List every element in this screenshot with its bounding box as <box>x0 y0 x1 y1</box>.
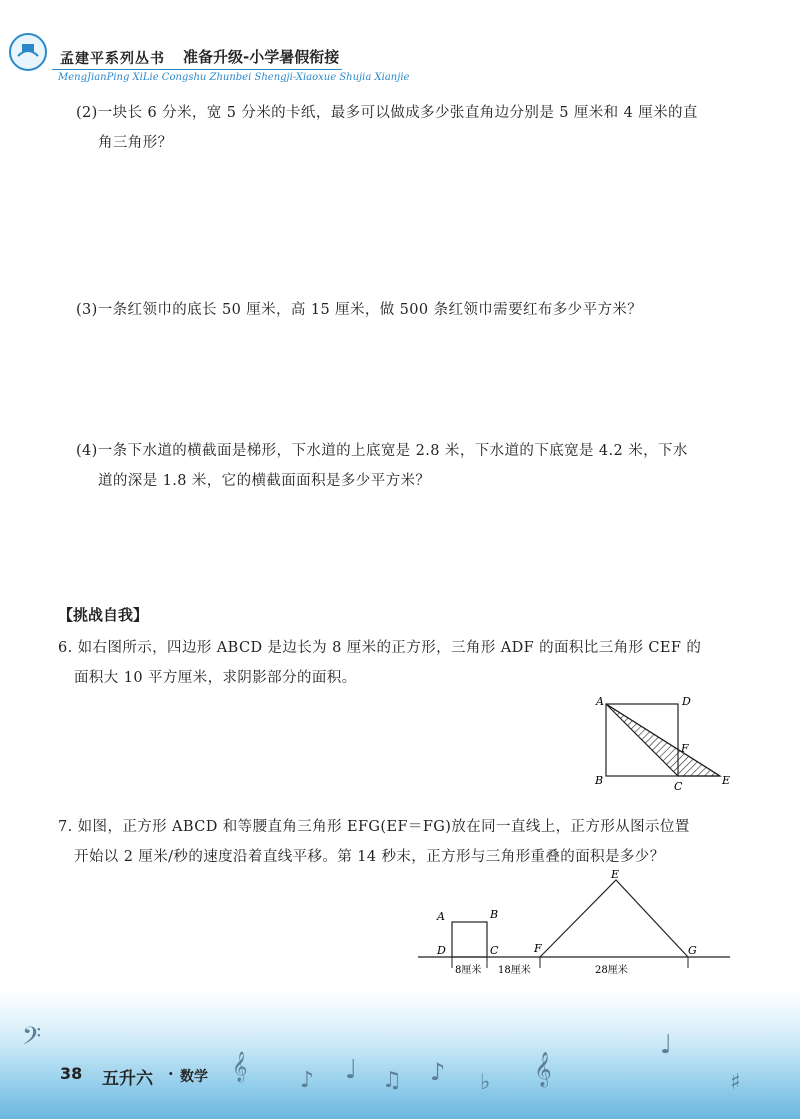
question-3 <box>76 295 736 325</box>
music-note-icon: ♪ <box>300 1068 315 1093</box>
challenge-section-title: 【挑战自我】 <box>58 606 149 624</box>
question-2 <box>76 98 736 158</box>
translation-figure <box>410 868 740 980</box>
page-number: 38 <box>60 1064 83 1083</box>
label-e: E <box>611 868 620 881</box>
footer-band <box>0 990 800 1119</box>
treble-clef-icon: 𝄞 <box>232 1052 248 1082</box>
line-ae <box>606 704 720 776</box>
label-f: F <box>534 942 542 955</box>
question-7-line1: 7. 如图，正方形 ABCD 和等腰直角三角形 EFG(EF＝FG)放在同一直线上，正方形从图示位置 <box>58 819 690 835</box>
treble-clef-icon: 𝄞 <box>534 1052 552 1087</box>
pinyin-subtitle: MengJianPing XiLie Congshu Zhunbei Shengji-Xiaoxue Shujia Xianjie <box>58 72 410 83</box>
question-7-line2: 开始以 2 厘米/秒的速度沿着直线平移。第 14 秒末，正方形与三角形重叠的面积是多少？ <box>74 849 665 865</box>
flat-sign-icon: ♭ <box>480 1070 491 1095</box>
subject-label: 数学 <box>180 1069 208 1085</box>
label-e: E <box>722 774 731 787</box>
dimension-18cm: 18厘米 <box>498 965 531 976</box>
separator-dot: · <box>168 1064 174 1083</box>
dimension-28cm: 28厘米 <box>595 965 628 976</box>
book-logo-icon <box>8 32 48 72</box>
label-f: F <box>681 742 689 755</box>
label-d: D <box>682 695 691 708</box>
sharp-sign-icon: ♯ <box>730 1070 741 1095</box>
question-4-line2: 道的深是 1.8 米，它的横截面面积是多少平方米？ <box>98 473 431 489</box>
question-2-line1: (2)一块长 6 分米，宽 5 分米的卡纸，最多可以做成多少张直角边分别是 5 厘米和 4 厘米的直 <box>76 105 698 121</box>
music-note-icon: ♪ <box>430 1058 446 1086</box>
question-6-line2: 面积大 10 平方厘米，求阴影部分的面积。 <box>74 670 357 686</box>
grade-label: 五升六 <box>102 1069 153 1089</box>
dimension-8cm: 8厘米 <box>455 965 482 976</box>
label-c: C <box>674 780 683 793</box>
music-note-icon: ♩ <box>660 1030 673 1060</box>
label-b: B <box>595 774 604 787</box>
series-title: 孟建平系列丛书 <box>60 51 165 67</box>
question-6 <box>58 633 718 693</box>
label-c: C <box>490 944 499 957</box>
question-4 <box>76 436 736 496</box>
label-a: A <box>596 695 604 708</box>
question-4-line1: (4)一条下水道的横截面是梯形，下水道的上底宽是 2.8 米，下水道的下底宽是 4.2 米，下水 <box>76 443 688 459</box>
label-g: G <box>688 944 697 957</box>
label-b: B <box>490 908 499 921</box>
triangle-efg <box>540 880 688 957</box>
question-2-line2: 角三角形？ <box>98 135 173 151</box>
bass-clef-icon: 𝄢 <box>22 1022 42 1057</box>
question-3-line1: (3)一条红领巾的底长 50 厘米，高 15 厘米，做 500 条红领巾需要红布多少平方米？ <box>76 302 643 318</box>
square-triangle-figure <box>590 692 740 797</box>
music-note-icon: ♩ <box>345 1055 358 1085</box>
label-d: D <box>437 944 446 957</box>
label-a: A <box>437 910 445 923</box>
question-6-line1: 6. 如右图所示，四边形 ABCD 是边长为 8 厘米的正方形，三角形 ADF 的面积比三角形 CEF 的 <box>58 640 702 656</box>
header-divider <box>52 69 342 70</box>
book-subtitle: 准备升级-小学暑假衔接 <box>183 48 340 66</box>
question-7 <box>58 812 718 872</box>
music-note-icon: ♫ <box>382 1068 402 1093</box>
square-abcd <box>452 922 487 957</box>
